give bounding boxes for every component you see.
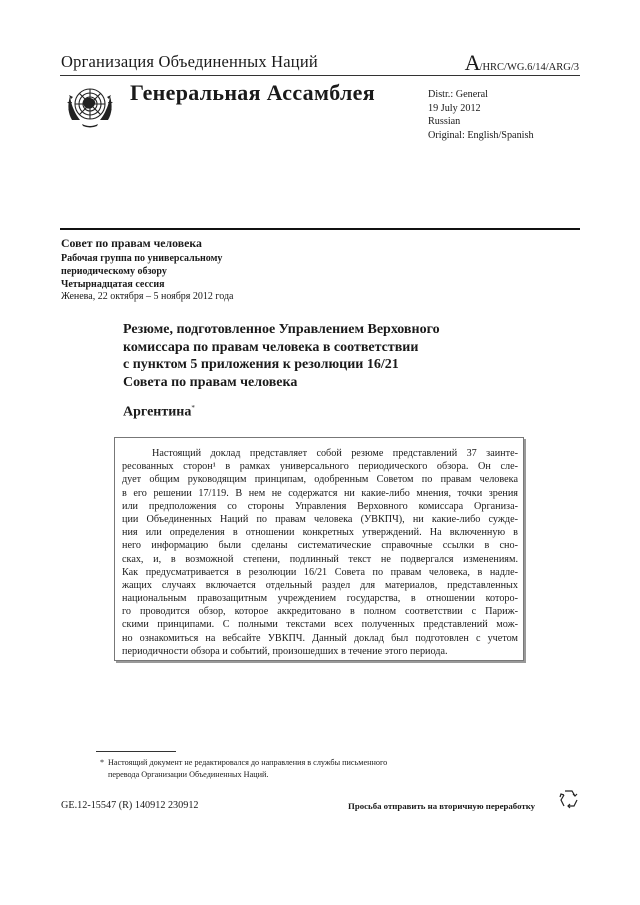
working-group-line-2: периодическому обзору bbox=[61, 266, 167, 278]
abstract-text bbox=[122, 447, 518, 658]
abstract-line: ресованных сторон¹ в рамках универсального периодического обзора. Он сле- bbox=[122, 461, 518, 473]
abstract-line: ния или определения в отношении конкретных утверждений. На включенную в bbox=[122, 527, 518, 539]
working-group-line-1: Рабочая группа по универсальному bbox=[61, 253, 223, 264]
abstract-line: Как предусматривается в резолюции 16/21 Совета по правам человека, в надле- bbox=[122, 566, 518, 578]
session-name: Четырнадцатая сессия bbox=[61, 279, 165, 291]
summary-title-line: комиссара по правам человека в соответствии bbox=[123, 339, 419, 355]
footnote-mark: * bbox=[100, 758, 105, 767]
abstract-line: го проводится обзор, которое аккредитовано в полном соответствии с Париж- bbox=[122, 606, 518, 618]
header-rule bbox=[60, 75, 580, 76]
footnote-line-1: Настоящий документ не редактировался до направления в службы письменного bbox=[108, 758, 388, 767]
abstract-line: жащих случаях включается отдельный раздел для материалов, представленных bbox=[122, 579, 518, 591]
abstract-line: дует общим руководящим принципам, одобренным Советом по правам человека bbox=[122, 474, 518, 486]
abstract-line: или предположения со стороны Управления Верховного комиссара Организа- bbox=[122, 500, 518, 512]
distribution-type: Distr.: General bbox=[428, 89, 488, 100]
section-rule bbox=[60, 228, 580, 230]
abstract-line: Настоящий доклад представляет собой резюме представлений 37 заинте- bbox=[152, 448, 518, 459]
abstract-line: в его решении 17/119. В нем не содержатся ни какие-либо мнения, точки зрения bbox=[122, 487, 518, 499]
recycle-icon bbox=[558, 788, 580, 810]
original-language: Original: English/Spanish bbox=[428, 129, 534, 141]
organization-name: Организация Объединенных Наций bbox=[61, 52, 318, 71]
country-heading bbox=[123, 404, 195, 421]
working-group bbox=[61, 252, 222, 292]
document-language: Russian bbox=[428, 116, 461, 128]
council-name: Совет по правам человека bbox=[61, 236, 202, 250]
summary-title-line: с пунктом 5 приложения к резолюции 16/21 bbox=[123, 357, 399, 372]
country-name: Аргентина bbox=[123, 404, 192, 420]
abstract-line: но ознакомиться на вебсайте УВКПЧ. Данный доклад был подготовлен с учетом bbox=[122, 632, 518, 644]
meeting-place-dates: Женева, 22 октября – 5 ноября 2012 года bbox=[61, 291, 234, 302]
document-date: 19 July 2012 bbox=[428, 102, 481, 114]
summary-title-line: Совета по правам человека bbox=[123, 374, 298, 390]
abstract-line: сках, и, в возможной степени, подлинный текст не подвергался изменениям. bbox=[122, 553, 518, 565]
symbol-code: /HRC/WG.6/14/ARG/3 bbox=[479, 62, 579, 73]
document-symbol bbox=[465, 50, 579, 76]
recycle-notice: Просьба отправить на вторичную переработку bbox=[348, 801, 536, 811]
footnote bbox=[100, 757, 388, 780]
abstract-line: ции Объединенных Наций по правам человека (УВКПЧ), ни какие-либо сужде- bbox=[122, 513, 518, 525]
abstract-line: национальным правозащитным учреждением государства, в отношении которо- bbox=[122, 593, 518, 605]
symbol-letter: A bbox=[464, 50, 480, 75]
general-assembly-title: Генеральная Ассамблея bbox=[130, 80, 375, 105]
footnote-line-2: перевода Организации Объединенных Наций. bbox=[108, 769, 269, 779]
un-emblem-icon bbox=[64, 80, 116, 130]
country-footnote-mark[interactable]: * bbox=[191, 404, 195, 412]
summary-title-line: Резюме, подготовленное Управлением Верховного bbox=[123, 322, 440, 337]
job-number: GE.12-15547 (R) 140912 230912 bbox=[61, 800, 199, 811]
distribution-block bbox=[428, 88, 534, 142]
abstract-line: него информацию были сделаны систематические справочные ссылки в сно- bbox=[122, 540, 518, 552]
abstract-line: периодичности обзора и событий, произошедших в течение этого периода. bbox=[122, 645, 448, 657]
footnote-rule bbox=[96, 751, 176, 752]
abstract-line: скими принципами. С полными текстами всех полученных представлений мож- bbox=[122, 619, 518, 631]
summary-title bbox=[123, 321, 440, 391]
